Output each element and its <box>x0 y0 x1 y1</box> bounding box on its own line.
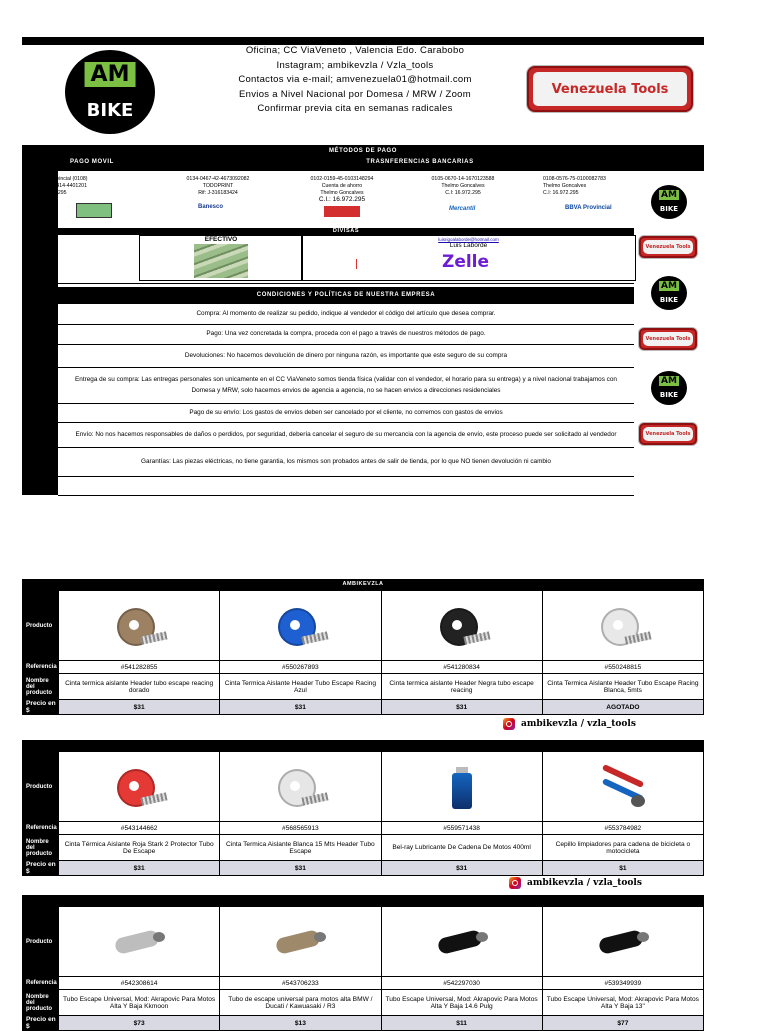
product-name-row <box>23 990 704 1016</box>
store-office: Oficina; CC ViaVeneto , Valencia Edo. Carabobo <box>245 45 465 56</box>
pago-movil-icon <box>76 203 112 218</box>
product-ref-row <box>23 661 704 674</box>
venezuela-tools-logo-text: Venezuela Tools <box>533 72 687 106</box>
product-image-cell <box>542 752 703 822</box>
mercantil-logo: Mercantil <box>449 206 476 212</box>
ambike-logo-bike: BIKE <box>86 100 134 121</box>
product-image-cell <box>220 752 381 822</box>
bank-text: 0102-0159-45-0103148294 <box>310 176 374 182</box>
product-price: $11 <box>381 1016 542 1031</box>
chain-brush-icon <box>593 765 653 809</box>
red-wrap-product-icon <box>109 765 169 809</box>
ambike-logo-side <box>651 276 687 310</box>
venezuela-tools-logo-text: Venezuela Tools <box>643 240 693 254</box>
product-image-cell <box>381 752 542 822</box>
product-name: Cepillo limpiadores para cadena de bicicleta o motocicleta <box>542 835 703 861</box>
product-ref: #568565913 <box>220 822 381 835</box>
row-label: Referencia <box>23 977 59 990</box>
zelle-email[interactable]: luisrigoalaborde@hotmail.com <box>438 237 499 242</box>
bank-text: 0108-0576-75-0100082783 <box>543 176 606 182</box>
instagram-icon <box>509 877 521 889</box>
venezuela-tools-logo-text: Venezuela Tools <box>643 332 693 346</box>
efectivo-box <box>139 235 303 281</box>
product-name: Cinta Termica Aislante Header Tubo Escape Racing Azul <box>220 674 381 700</box>
conditions-bottom-line <box>58 495 634 496</box>
venezuela-tools-logo-side <box>639 328 697 350</box>
bank-text: C.I: 16.972.295 <box>445 190 481 196</box>
bank-text: Cuenta de ahorro <box>321 183 363 189</box>
product-table <box>22 579 704 715</box>
ambike-logo-bike: BIKE <box>659 205 679 213</box>
bank-text: C.I: 16.972.295 <box>543 190 579 196</box>
product-price: $1 <box>542 861 703 876</box>
row-label: Nombre del producto <box>23 990 59 1016</box>
banesco-logo: Banesco <box>198 204 224 210</box>
product-ref: #541282855 <box>59 661 220 674</box>
product-grid <box>22 751 704 876</box>
product-ref: #542297030 <box>381 977 542 990</box>
product-image-row <box>23 752 704 822</box>
product-image-cell <box>59 591 220 661</box>
row-label: Precio en $ <box>23 1016 59 1031</box>
payment-title: MÉTODOS DE PAGO <box>328 148 398 154</box>
product-table-header <box>22 740 704 751</box>
product-ref: #553784982 <box>542 822 703 835</box>
product-price: $31 <box>59 861 220 876</box>
product-price: $31 <box>220 700 381 715</box>
tan-wrap-product-icon <box>109 604 169 648</box>
venezuela-tools-logo-side <box>639 236 697 258</box>
product-price: $73 <box>59 1016 220 1031</box>
product-price: $31 <box>59 700 220 715</box>
store-instagram: Instagram; ambikevzla / Vzla_tools <box>276 59 434 71</box>
condition-pago-envio: Pago de su envío: Los gastos de envios deben ser cancelado por el cliente, no corremos con gastos de envios <box>58 405 634 423</box>
zelle-marker <box>356 259 357 269</box>
product-ref: #541280834 <box>381 661 542 674</box>
product-name: Cinta Térmica Aislante Roja Stark 2 Protector Tubo De Escape <box>59 835 220 861</box>
product-name: Tubo de escape universal para motos alta BMW / Ducati / Kawuasaki / R3 <box>220 990 381 1016</box>
condition-entrega: Entrega de su compra: Las entregas personales son unicamente en el CC ViaVeneto somos tienda física (validar con el vendedor, el horario para su entrega) y a nivel nacional trabajamos con Domesa y MRW, solo hacemos envios de agencia a agencia, no se hacen envios a direcciones residenciales <box>58 368 634 404</box>
bank-text: Rif: J-316183424 <box>198 190 238 196</box>
store-info <box>185 44 525 117</box>
product-price: $31 <box>220 861 381 876</box>
conditions-title: CONDICIONES Y POLÍTICAS DE NUESTRA EMPRESA <box>256 292 436 298</box>
ambike-logo-main <box>62 50 158 134</box>
product-image-cell <box>381 907 542 977</box>
blue-wrap-product-icon <box>270 604 330 648</box>
row-label: Producto <box>23 752 59 822</box>
product-ref: #539349939 <box>542 977 703 990</box>
bank-text: C.I: 16.972.295 <box>31 190 67 196</box>
product-table <box>22 895 704 1031</box>
row-label: Precio en $ <box>23 700 59 715</box>
product-ref: #542308614 <box>59 977 220 990</box>
ambike-logo-am: AM <box>661 376 677 386</box>
ambike-logo-am: AM <box>661 281 677 291</box>
product-image-cell <box>381 591 542 661</box>
product-image-cell <box>542 907 703 977</box>
white-roll-product-icon <box>270 765 330 809</box>
bank-text: TODOPRINT <box>202 183 234 189</box>
pago-movil-label: PAGO MOVIL <box>70 159 114 165</box>
condition-pago: Pago: Una vez concretada la compra, proceda con el pago a través de nuestros métodos de pago. <box>58 324 634 345</box>
venezuela-tools-logo-text: Venezuela Tools <box>643 427 693 441</box>
bbva-logo: BBVA Provincial <box>565 205 612 211</box>
product-table <box>22 740 704 876</box>
product-ref: #559571438 <box>381 822 542 835</box>
product-price-row <box>23 1016 704 1031</box>
product-name: Cinta Termica Aislante Blanca 15 Mts Header Tubo Escape <box>220 835 381 861</box>
silver-exhaust-product-icon <box>109 920 169 964</box>
steel-exhaust-product-icon <box>270 920 330 964</box>
carbon-exhaust-product-icon <box>432 920 492 964</box>
condition-garantias: Garantías: Las piezas eléctricas, no tiene garantia, los mismos son probados antes de salir de tienda, por lo que NO tienen devolución ni cambio <box>58 448 634 477</box>
efectivo-label: EFECTIVO <box>204 236 238 243</box>
banco-venezuela-logo <box>324 206 360 217</box>
store-shipping: Envios a Nivel Nacional por Domesa / MRW / Zoom <box>239 88 471 100</box>
ambike-logo-side <box>651 371 687 405</box>
product-image-cell <box>59 752 220 822</box>
payment-left-bar <box>22 145 58 495</box>
product-ref-row <box>23 977 704 990</box>
white-wrap-product-icon <box>593 604 653 648</box>
product-name: Cinta termica aislante Header Negra tubo escape reacing <box>381 674 542 700</box>
condition-compra: Compra: Al momento de realizar su pedido, indique al vendedor el código del artículo que desea comprar. <box>58 303 634 325</box>
product-table-header: AMBIKEVZLA <box>22 579 704 590</box>
bank-text: 0105-0670-14-1670123588 <box>431 176 495 182</box>
bank-text: Teléfono: 0414-4401201 <box>31 183 87 189</box>
ambike-logo-bike: BIKE <box>659 391 679 399</box>
product-name: Bel-ray Lubricante De Cadena De Motos 400ml <box>381 835 542 861</box>
instagram-text: ambikevzla / vzla_tools <box>527 878 642 888</box>
venezuela-tools-logo-main <box>527 66 693 112</box>
product-name: Cinta Termica Aislante Header Tubo Escape Racing Blanca, 5mts <box>542 674 703 700</box>
product-image-row <box>23 591 704 661</box>
ambike-logo-am: AM <box>85 62 136 87</box>
instagram-handle-2[interactable] <box>509 877 642 889</box>
product-image-row <box>23 907 704 977</box>
lubricant-can-icon <box>432 765 492 809</box>
product-name-row <box>23 674 704 700</box>
product-grid <box>22 906 704 1031</box>
instagram-handle-1[interactable] <box>503 718 636 730</box>
black-wrap-product-icon <box>432 604 492 648</box>
product-price: $31 <box>381 700 542 715</box>
cash-icon <box>194 244 248 278</box>
product-image-cell <box>220 591 381 661</box>
bank-text: Thelmo Goncalves <box>320 190 364 196</box>
store-appointment: Confirmar previa cita en semanas radicales <box>257 103 453 114</box>
product-name: Tubo Escape Universal, Mod: Akrapovic Para Motos Alta Y Baja Kkmoon <box>59 990 220 1016</box>
product-price: AGOTADO <box>542 700 703 715</box>
row-label: Producto <box>23 907 59 977</box>
ambike-logo-bike: BIKE <box>659 296 679 304</box>
zelle-name: Luis Laborde <box>449 242 488 249</box>
product-image-cell <box>59 907 220 977</box>
product-name: Tubo Escape Universal, Mod: Akrapovic Para Motos Alta Y Baja 13" <box>542 990 703 1016</box>
instagram-text: ambikevzla / vzla_tools <box>521 719 636 729</box>
bank-text: Thelmo Goncalves <box>543 183 587 189</box>
venezuela-tools-logo-side <box>639 423 697 445</box>
product-ref: #550267893 <box>220 661 381 674</box>
product-image-cell <box>220 907 381 977</box>
carbon-exhaust-product-icon <box>593 920 653 964</box>
row-label: Nombre del producto <box>23 674 59 700</box>
product-name: Tubo Escape Universal, Mod: Akrapovic Para Motos Alta Y Baja 14.6 Pulg <box>381 990 542 1016</box>
row-label: Nombre del producto <box>23 835 59 861</box>
bank-text: C.I.: 16.972.295 <box>318 196 366 203</box>
ambike-logo-am: AM <box>661 190 677 200</box>
row-label: Precio en $ <box>23 861 59 876</box>
product-ref: #550248815 <box>542 661 703 674</box>
divisas-label: DIVISAS <box>332 228 360 234</box>
product-price-row <box>23 861 704 876</box>
row-label: Producto <box>23 591 59 661</box>
product-table-header <box>22 895 704 906</box>
product-image-cell <box>542 591 703 661</box>
bank-text: Banco: Provincial (0108) <box>31 176 88 182</box>
row-label: Referencia <box>23 822 59 835</box>
product-price: $31 <box>381 861 542 876</box>
bank-text: Thelmo Goncalves <box>441 183 485 189</box>
transferencias-label: TRASNFERENCIAS BANCARIAS <box>366 159 474 165</box>
product-ref: #543144662 <box>59 822 220 835</box>
product-grid <box>22 590 704 715</box>
instagram-icon <box>503 718 515 730</box>
product-ref: #543706233 <box>220 977 381 990</box>
zelle-logo: Zelle <box>442 252 490 272</box>
product-price: $77 <box>542 1016 703 1031</box>
zelle-box <box>301 235 636 281</box>
bank-text: 0134-0467-42-4673092082 <box>186 176 250 182</box>
product-ref-row <box>23 822 704 835</box>
product-price-row <box>23 700 704 715</box>
product-price: $13 <box>220 1016 381 1031</box>
store-email: Contactos via e-mail; amvenezuela01@hotmail.com <box>238 74 472 85</box>
condition-devoluciones: Devoluciones: No hacemos devolución de dinero por ninguna razón, es importante que este seguro de su compra <box>58 345 634 368</box>
product-name: Cinta termica aislante Header tubo escape reacing dorado <box>59 674 220 700</box>
ambike-logo-side <box>651 185 687 219</box>
condition-envio: Envío: No nos hacemos responsables de daños o perdidos, por seguridad, debería cancelar el seguro de su mercancia con la agencia de envío, este proceso puede ser solicitado al vendedor <box>58 423 634 448</box>
product-name-row <box>23 835 704 861</box>
row-label: Referencia <box>23 661 59 674</box>
